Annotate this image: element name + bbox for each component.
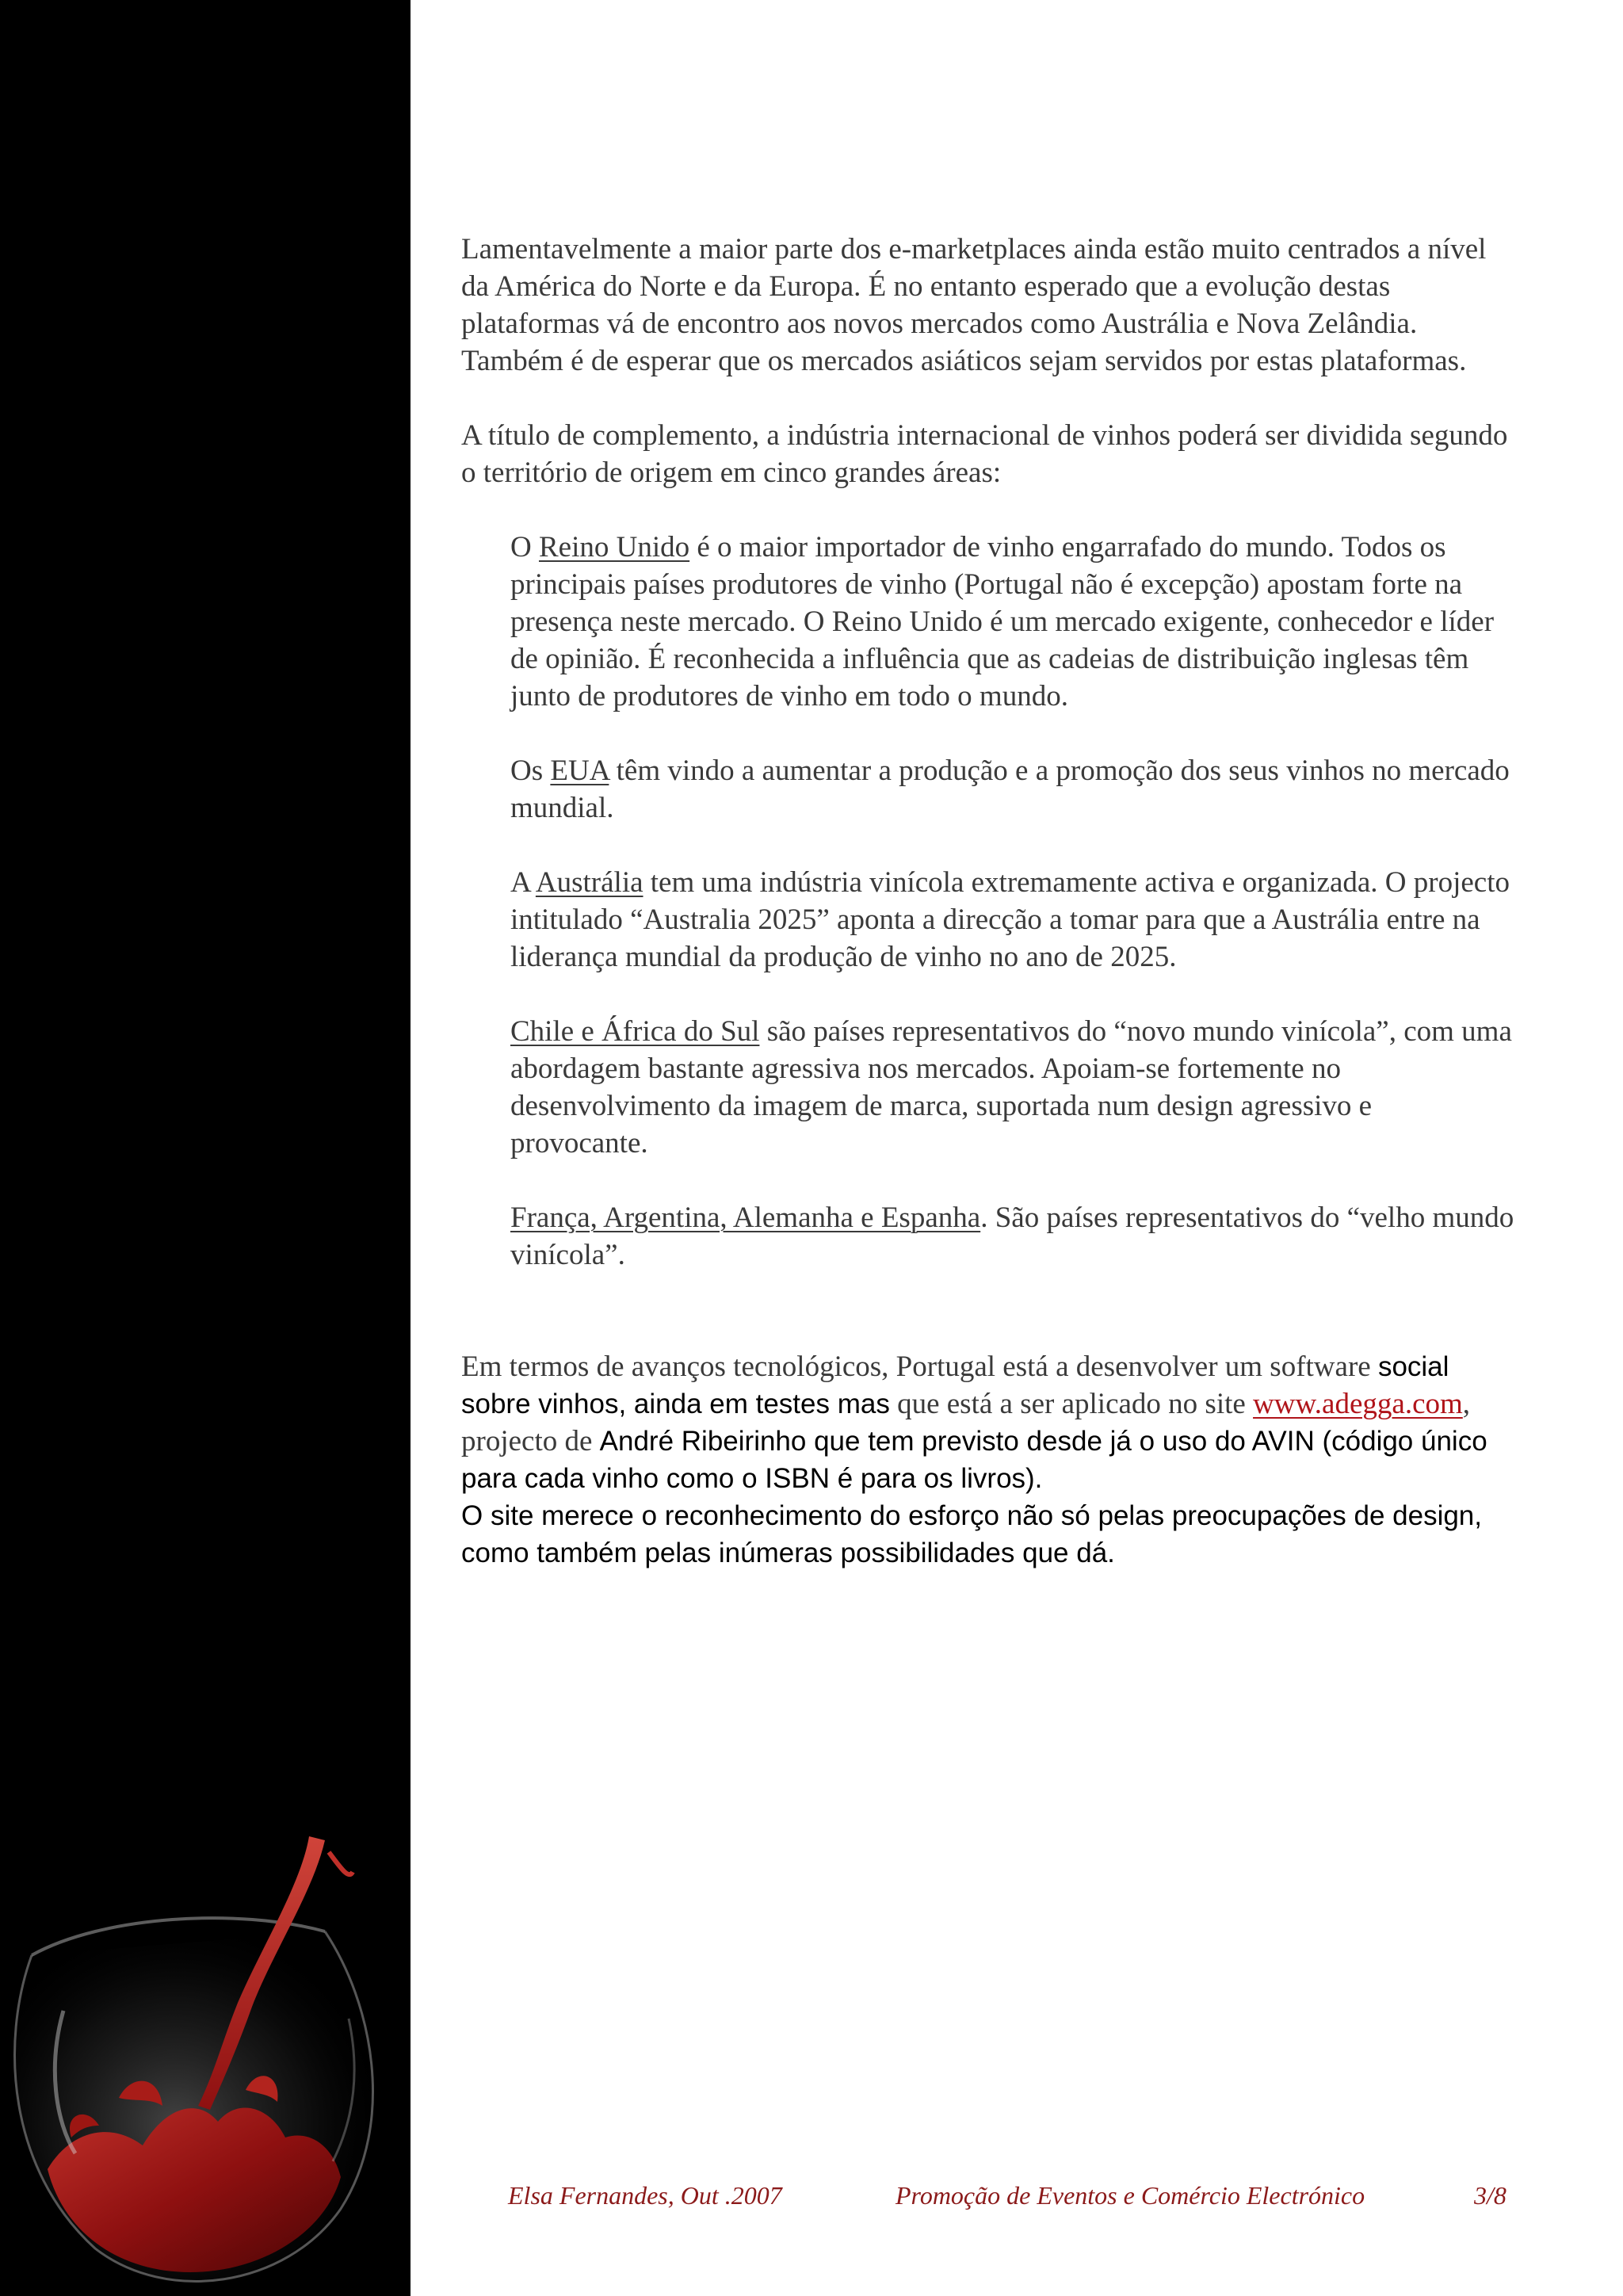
area-prefix: Os bbox=[510, 755, 551, 787]
area-velho-mundo bbox=[510, 1199, 1515, 1274]
area-name-reino-unido: Reino Unido bbox=[538, 531, 690, 563]
tech-text-6: O site merece o reconhecimento do esforço não só pelas preocupações de design, como também pelas inúmeras possibilidades que dá. bbox=[461, 1500, 1482, 1568]
area-name-eua: EUA bbox=[550, 755, 609, 787]
adegga-link[interactable]: www.adegga.com bbox=[1253, 1388, 1463, 1420]
tech-text-5: André Ribeirinho que tem previsto desde já o uso do AVIN (código único para cada vinho como o ISBN é para os livros). bbox=[461, 1426, 1487, 1494]
area-text: . São países representativos do “velho mundo vinícola”. bbox=[510, 1201, 1514, 1271]
tech-text-4: , projecto de bbox=[461, 1388, 1471, 1457]
tech-text-2: social sobre vinhos, ainda em testes mas bbox=[461, 1351, 1449, 1419]
intro-paragraph: Lamentavelmente a maior parte dos e-marketplaces ainda estão muito centrados a nível da América do Norte e da Europa. É no entanto esperado que a evolução destas plataformas vá de encontro aos novos mercados como Austrália e Nova Zelândia. Também é de esperar que os mercados asiáticos sejam servidos por estas plataformas. bbox=[461, 233, 1487, 377]
area-eua bbox=[510, 752, 1515, 827]
area-australia bbox=[510, 864, 1515, 976]
tech-paragraph bbox=[461, 1348, 1515, 1572]
footer-course-title: Promoção de Eventos e Comércio Electrónico bbox=[896, 2181, 1365, 2210]
area-name-australia: Austrália bbox=[535, 866, 643, 899]
page-body bbox=[461, 231, 1515, 1609]
footer-author: Elsa Fernandes, Out .2007 bbox=[508, 2181, 782, 2210]
tech-text-1: Em termos de avanços tecnológicos, Portugal está a desenvolver um software bbox=[461, 1350, 1378, 1383]
tech-text-3: que está a ser aplicado no site bbox=[889, 1388, 1254, 1420]
area-prefix: O bbox=[510, 531, 539, 563]
wine-glass-image bbox=[0, 1836, 411, 2296]
area-text: são países representativos do “novo mundo vinícola”, com uma abordagem bastante agressiva nos mercados. Apoiam-se fortemente no desenvolvimento da imagem de marca, suportada num design agressivo e provocante. bbox=[510, 1015, 1512, 1159]
area-chile-africa-sul bbox=[510, 1013, 1515, 1162]
area-text: é o maior importador de vinho engarrafado do mundo. Todos os principais países produtores de vinho (Portugal não é excepção) apostam forte na presença neste mercado. O Reino Unido é um mercado exigente, conhecedor e líder de opinião. É reconhecida a influência que as cadeias de distribuição inglesas têm junto de produtores de vinho em todo o mundo. bbox=[510, 531, 1495, 712]
area-text: têm vindo a aumentar a produção e a promoção dos seus vinhos no mercado mundial. bbox=[510, 755, 1510, 824]
area-name-chile-africa-sul: Chile e África do Sul bbox=[510, 1015, 760, 1048]
areas-intro-paragraph: A título de complemento, a indústria internacional de vinhos poderá ser dividida segundo o território de origem em cinco grandes áreas: bbox=[461, 419, 1508, 489]
sidebar-black-panel bbox=[0, 0, 411, 2296]
area-text: tem uma indústria vinícola extremamente activa e organizada. O projecto intitulado “Australia 2025” aponta a direcção a tomar para que a Austrália entre na liderança mundial da produção de vinho no ano de 2025. bbox=[510, 866, 1510, 973]
footer-page-number: 3/8 bbox=[1474, 2181, 1507, 2210]
area-prefix: A bbox=[510, 866, 536, 899]
area-name-velho-mundo: França, Argentina, Alemanha e Espanha bbox=[510, 1201, 981, 1234]
area-reino-unido bbox=[510, 529, 1515, 715]
